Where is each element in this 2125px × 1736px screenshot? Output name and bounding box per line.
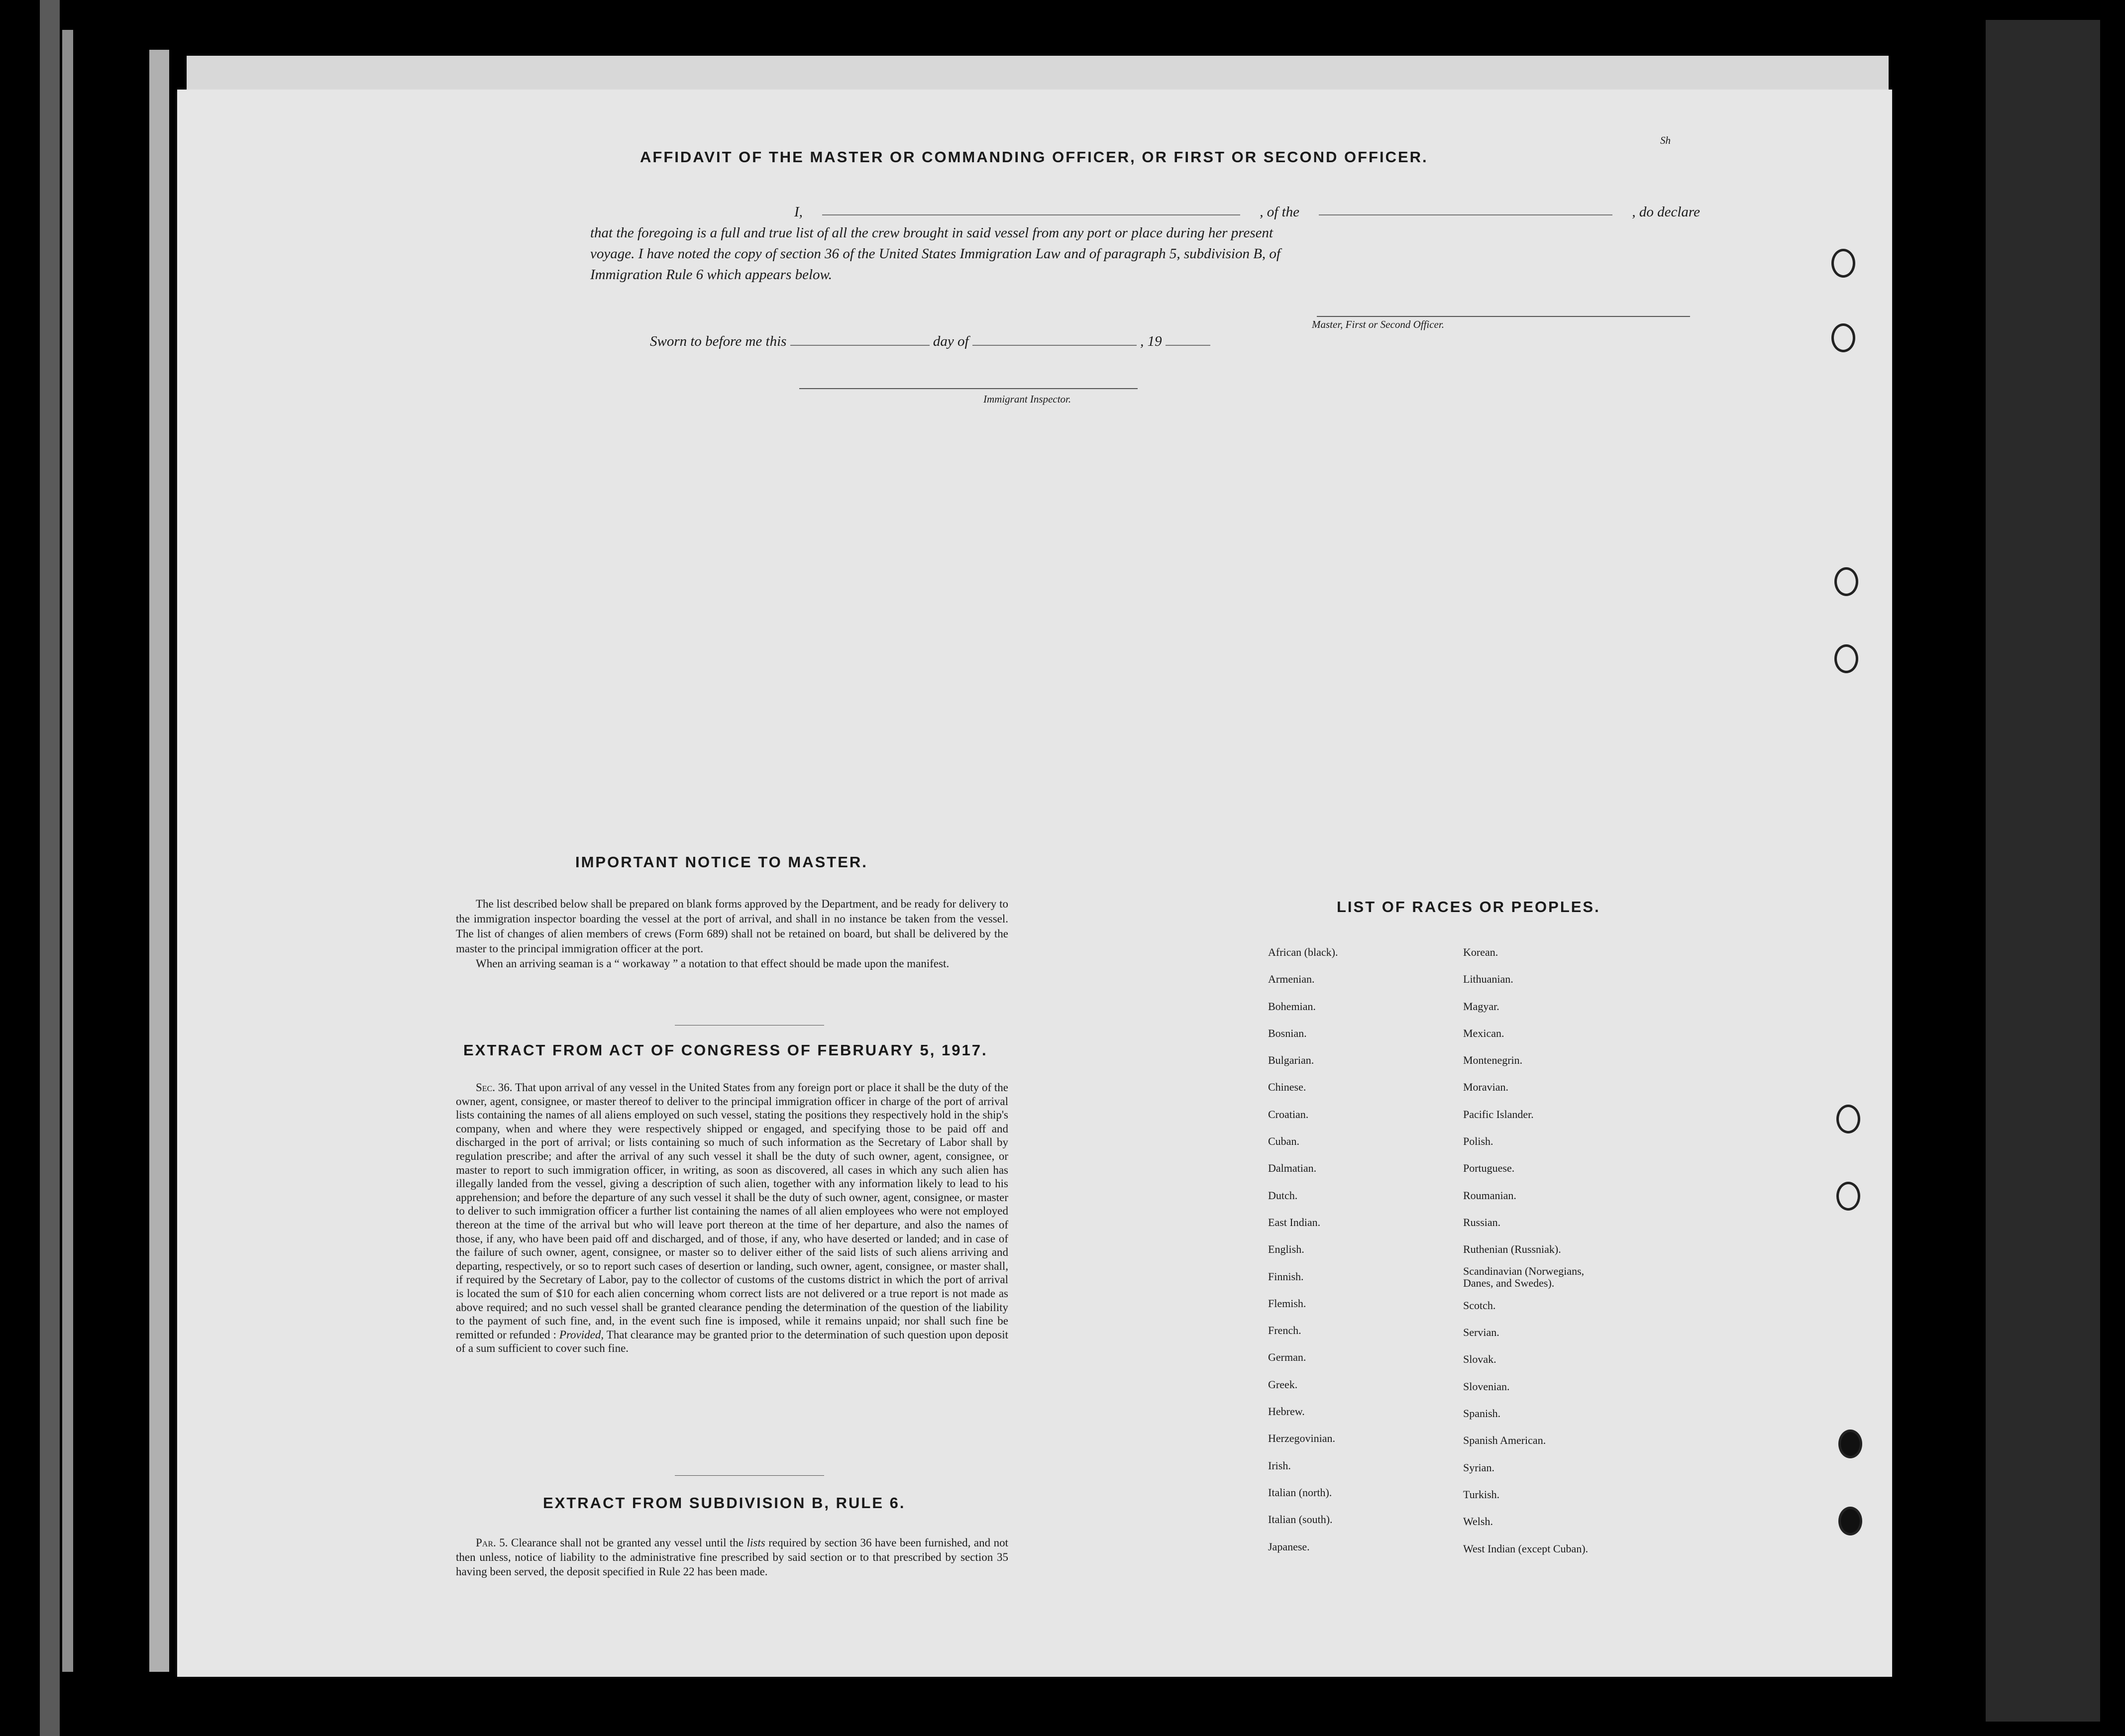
affidavit-body <box>590 202 1700 285</box>
notice-title: IMPORTANT NOTICE TO MASTER. <box>575 853 868 871</box>
binding-edge-3 <box>149 50 169 1672</box>
race-item: Montenegrin. <box>1463 1054 1523 1067</box>
affidavit-title: AFFIDAVIT OF THE MASTER OR COMMANDING OFFICER, OR FIRST OR SECOND OFFICER. <box>640 148 1428 166</box>
race-item: Syrian. <box>1463 1461 1494 1474</box>
race-item: Italian (south). <box>1268 1513 1333 1526</box>
punch-hole <box>1831 323 1855 352</box>
race-item: Portuguese. <box>1463 1162 1515 1175</box>
race-item: Servian. <box>1463 1326 1499 1339</box>
notice-para-2: When an arriving seaman is a “ workaway ” a notation to that effect should be made upon the manifest. <box>476 957 950 970</box>
punch-hole <box>1831 249 1855 278</box>
race-item: Slovenian. <box>1463 1380 1510 1393</box>
race-item: Hebrew. <box>1268 1405 1305 1418</box>
rule-text-lists: lists <box>746 1536 765 1549</box>
year-blank <box>1166 332 1210 346</box>
sheet-mark: Sh <box>1660 134 1671 146</box>
document-page <box>177 90 1892 1677</box>
race-item: East Indian. <box>1268 1216 1321 1228</box>
sworn-year: , 19 <box>1140 333 1162 349</box>
races-title: LIST OF RACES OR PEOPLES. <box>1337 898 1600 916</box>
punch-hole <box>1834 567 1858 596</box>
binding-edge <box>40 0 60 1736</box>
act-text-end: That clearance may be granted prior to the determination of such question upon deposit of a sum sufficient to cover such fine. <box>456 1328 1009 1355</box>
affidavit-line-4: Immigration Rule 6 which appears below. <box>590 267 832 283</box>
race-item: Chinese. <box>1268 1081 1306 1094</box>
race-item: Welsh. <box>1463 1515 1493 1528</box>
race-item: Magyar. <box>1463 1000 1499 1013</box>
sworn-prefix: Sworn to before me this <box>650 333 787 349</box>
punch-hole <box>1838 1430 1862 1458</box>
race-item: Spanish. <box>1463 1407 1501 1420</box>
race-item: Bosnian. <box>1268 1026 1307 1039</box>
act-section-label: Sec. 36. <box>476 1081 513 1094</box>
race-item: Japanese. <box>1268 1540 1310 1553</box>
declare-of-the: , of the <box>1260 204 1300 220</box>
act-text: That upon arrival of any vessel in the United States from any foreign port or place it shall be the duty of the owner, agent, consignee, or master thereof to deliver to the principal immigration officer in charge of the port of arrival lists containing the names of all aliens employed on such vessel, stating the positions they respectively hold in the ship's company, when and where they were respectively shipped or engaged, and specifying those to be paid off and discharged in the port of arrival; or lists containing so much of such information as the Secretary of Labor shall by regulation prescribe; and after the arrival of any such vessel it shall be the duty of such owner, agent, consignee, or master to report to such immigration officer, in writing, as soon as discovered, all cases in which any such alien has illegally landed from the vessel, giving a description of such alien, together with any information likely to lead to his apprehension; and before the departure of any such vessel it shall be the duty of such owner, agent, consignee, or master to deliver to such immigration officer a further list containing the names of all alien employees who were not employed thereon at the time of the arrival but who will leave port thereon at the time of her departure, and also the names of those, if any, who have been paid off and discharged, and of those, if any, who have deserted or landed; and in case of the failure of such owner, agent, consignee, or master so to deliver either of the said lists of such aliens arriving and departing, respectively, or so to report such cases of desertion or landing, such owner, agent, consignee, or master shall, if required by the Secretary of Labor, pay to the collector of customs of the customs district in which the port of arrival is located the sum of $10 for each alien concerning whom correct lists are not delivered or a true report is not made as above required; and no such vessel shall be granted clearance pending the determination of the question of the liability to the payment of such fine, and, in the event such fine is imposed, while it remains unpaid; nor shall such fine be remitted or refunded : <box>456 1081 1008 1341</box>
race-item: Lithuanian. <box>1463 973 1513 986</box>
affidavit-line-3: voyage. I have noted the copy of section 36 of the United States Immigration Law and of paragraph 5, subdivision B, of <box>590 246 1280 262</box>
race-item: Cuban. <box>1268 1135 1299 1148</box>
notice-body <box>456 897 1008 971</box>
race-item: Korean. <box>1463 946 1498 958</box>
race-item: West Indian (except Cuban). <box>1463 1542 1589 1555</box>
act-body <box>456 1081 1008 1355</box>
signature-caption: Master, First or Second Officer. <box>1312 318 1444 330</box>
declare-prefix: I, <box>794 204 803 220</box>
rule-title: EXTRACT FROM SUBDIVISION B, RULE 6. <box>543 1494 906 1512</box>
race-item: Finnish. <box>1268 1270 1304 1283</box>
race-item: Italian (north). <box>1268 1486 1332 1499</box>
signature-line <box>1317 316 1690 317</box>
race-item: Armenian. <box>1268 973 1315 986</box>
race-item: Irish. <box>1268 1459 1291 1472</box>
race-item: English. <box>1268 1243 1304 1256</box>
race-item: Croatian. <box>1268 1108 1309 1121</box>
race-item: Bohemian. <box>1268 1000 1316 1013</box>
rule-text-b: required by section 36 have been furnished, and not then unless, notice of liability to the administrative fine prescribed by said section or to that prescribed by section 35 having been served, the deposit specified in Rule 22 has been made. <box>456 1536 1009 1578</box>
race-item: German. <box>1268 1351 1306 1364</box>
races-right-column <box>1463 939 1597 1562</box>
race-item: French. <box>1268 1324 1301 1337</box>
race-item: Moravian. <box>1463 1081 1509 1094</box>
sworn-day-of: day of <box>933 333 969 349</box>
act-title: EXTRACT FROM ACT OF CONGRESS OF FEBRUARY 5, 1917. <box>463 1041 988 1059</box>
race-item: Ruthenian (Russniak). <box>1463 1243 1561 1256</box>
divider-2 <box>675 1475 824 1476</box>
rule-body <box>456 1535 1008 1579</box>
binding-edge-2 <box>62 30 73 1672</box>
rule-text-a: Clearance shall not be granted any vessel until the <box>511 1536 744 1549</box>
races-left-column <box>1268 939 1338 1560</box>
race-item: Scandinavian (Norwegians, Danes, and Swedes). <box>1463 1264 1585 1289</box>
race-item: African (black). <box>1268 946 1338 958</box>
race-item: Scotch. <box>1463 1299 1496 1312</box>
punch-hole <box>1836 1182 1860 1211</box>
race-item: Spanish American. <box>1463 1434 1546 1447</box>
race-item: Greek. <box>1268 1378 1298 1391</box>
name-blank <box>822 202 1240 215</box>
race-item: Polish. <box>1463 1135 1493 1148</box>
race-item: Herzegovinian. <box>1268 1432 1335 1445</box>
race-item: Turkish. <box>1463 1488 1500 1501</box>
inspector-caption: Immigrant Inspector. <box>983 393 1071 405</box>
punch-hole <box>1836 1105 1860 1133</box>
declare-suffix: , do declare <box>1632 204 1700 220</box>
rule-para-label: Par. 5. <box>476 1536 508 1549</box>
race-item: Roumanian. <box>1463 1189 1516 1202</box>
inspector-line <box>799 388 1138 389</box>
vessel-blank <box>1319 202 1612 215</box>
race-item: Dutch. <box>1268 1189 1298 1202</box>
notice-para-1: The list described below shall be prepared on blank forms approved by the Department, and be ready for delivery to the immigration inspector boarding the vessel at the port of arrival, and shall in no instance be taken from the vessel. The list of changes of alien members of crews (Form 689) shall not be retained on board, but shall be delivered by the master to the principal immigration officer at the port. <box>456 898 1008 955</box>
race-item: Russian. <box>1463 1216 1501 1228</box>
month-blank <box>972 332 1137 346</box>
act-provided: Provided, <box>559 1328 604 1341</box>
right-edge <box>1986 20 2100 1722</box>
race-item: Dalmatian. <box>1268 1162 1317 1175</box>
race-item: Mexican. <box>1463 1026 1504 1039</box>
race-item: Flemish. <box>1268 1297 1306 1310</box>
punch-hole <box>1838 1507 1862 1535</box>
sworn-line <box>650 331 1210 352</box>
affidavit-line-2: that the foregoing is a full and true list of all the crew brought in said vessel from any port or place during her present <box>590 225 1274 241</box>
race-item: Pacific Islander. <box>1463 1108 1534 1121</box>
race-item: Bulgarian. <box>1268 1054 1314 1067</box>
race-item: Slovak. <box>1463 1353 1496 1366</box>
punch-hole <box>1834 644 1858 673</box>
day-blank <box>790 332 930 346</box>
